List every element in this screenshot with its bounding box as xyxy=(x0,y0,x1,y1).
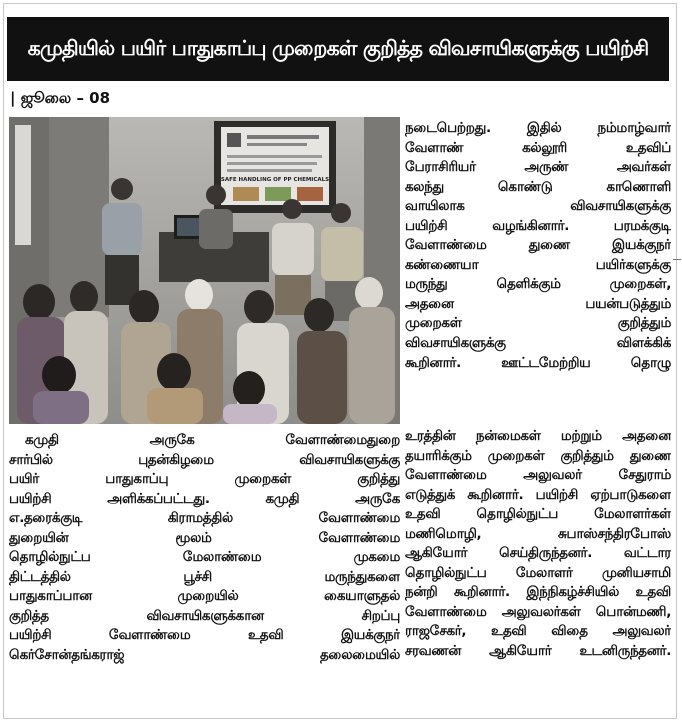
text-line: வேளாண்மை அலுவலர்கள் பொன்மணி, xyxy=(405,603,671,620)
text-line: எ.தரைக்குடி கிராமத்தில் வேளாண்மை xyxy=(9,510,400,527)
text-line: ஆகியோர் செய்திருந்தனர். வட்டார xyxy=(405,545,671,562)
text-line: வேளாண்மை அலுவலர் சேதுராம் xyxy=(405,467,671,484)
text-line: பயிற்சி அளிக்கப்பட்டது. கமுதி அருகே xyxy=(9,490,400,507)
text-line: துறையின் மூலம் வேளாண்மை xyxy=(9,529,400,546)
text-line: குறித்த விவசாயிகளுக்கான சிறப்பு xyxy=(9,607,400,624)
text-line: பேராசிரியர் அருண் அவர்கள் xyxy=(405,159,671,176)
text-line: உரத்தின் நன்மைகள் மற்றும் அதனை xyxy=(405,428,671,444)
text-line: பயிற்சி வேளாண்மை உதவி இயக்குநர் xyxy=(9,627,400,644)
text-line: கண்ணையா பயிர்களுக்கு xyxy=(405,256,671,273)
text-line: கமுதி அருகே வேளாண்மைதுறை xyxy=(25,432,400,448)
text-line: மணிமொழி, சுபாஸ்சந்திரபோஸ் xyxy=(405,525,671,542)
text-line: தொழில்நுட்ப மேலாளர் முனியசாமி xyxy=(405,564,671,581)
text-line: வேளாண்மை துணை இயக்குநர் xyxy=(405,237,671,254)
article-column-left xyxy=(9,431,400,666)
article-column-right-top xyxy=(405,119,671,373)
banner-text: SAFE HANDLING OF PP CHEMICALS xyxy=(220,177,330,183)
text-line: விவசாயிகளுக்கு விளக்கிக் xyxy=(405,335,671,352)
training-session-photo xyxy=(9,117,400,424)
text-line: அதனை பயன்படுத்தும் xyxy=(405,295,671,312)
text-line: தயாரிக்கும் முறைகள் குறித்தும் துணை xyxy=(405,447,671,464)
headline: கமுதியில் பயிர் பாதுகாப்பு முறைகள் குறித்த விவசாயிகளுக்கு பயிற்சி xyxy=(7,17,669,81)
text-line: சரவணன் ஆகியோர் உடனிருந்தனர். xyxy=(405,643,671,660)
text-line: தொழில்நுட்ப மேலாண்மை முகமை xyxy=(9,549,400,566)
text-line: பயிற்சி வழங்கினார். பரமக்குடி xyxy=(405,217,671,234)
news-photo xyxy=(9,117,400,424)
text-line: வாயிலாக விவசாயிகளுக்கு xyxy=(405,198,671,215)
text-line: பாதுகாப்பான முறையில் கையாளுதல் xyxy=(9,588,400,605)
cut-mark xyxy=(673,259,681,260)
text-line: கெர்சோன்தங்கராஜ் தலைமையில் xyxy=(9,647,400,664)
text-line: சார்பில் புதன்கிழமை விவசாயிகளுக்கு xyxy=(9,451,400,468)
text-line: ராஜசேகர், உதவி விதை அலுவலர் xyxy=(405,623,671,640)
text-line: திட்டத்தில் பூச்சி மருந்துகளை xyxy=(9,568,400,585)
text-line: எடுத்துக் கூறினார். பயிற்சி ஏற்பாடுகளை xyxy=(405,486,671,503)
text-line: மருந்து தெளிக்கும் முறைகள், xyxy=(405,276,671,293)
text-line: முறைகள் குறித்தும் xyxy=(405,315,671,332)
text-line: கலந்து கொண்டு காணொளி xyxy=(405,178,671,195)
text-line: பயிர் பாதுகாப்பு முறைகள் குறித்து xyxy=(9,471,400,488)
text-line: கூறினார். ஊட்டமேற்றிய தொழு xyxy=(405,354,671,371)
article-column-right-bottom xyxy=(405,427,671,662)
text-line: உதவி தொழில்நுட்ப மேலாளர்கள் xyxy=(405,506,671,523)
text-line: வேளாண் கல்லூரி உதவிப் xyxy=(405,139,671,156)
dateline: | ஜூலை – 08 xyxy=(10,89,111,107)
text-line: நன்றி கூறினார். இந்நிகழ்ச்சியில் உதவி xyxy=(405,584,671,601)
text-line: நடைபெற்றது. இதில் நம்மாழ்வார் xyxy=(405,120,671,136)
